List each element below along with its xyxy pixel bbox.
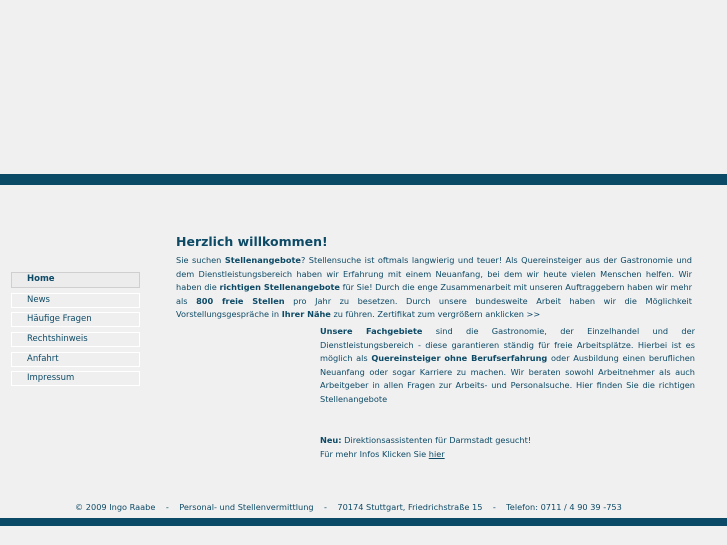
body-text: zu führen. Zertifikat zum vergrößern anklicken >> <box>330 309 541 320</box>
nav-item-faq[interactable]: Häufige Fragen <box>11 312 140 327</box>
sidebar-nav <box>11 272 140 391</box>
emphasis-text: Quereinsteiger ohne Berufserfahrung <box>371 353 548 364</box>
body-text: oder Ausbildung einen beruflichen Neuanfang oder sogar Karriere zu machen. Wir beraten sowohl Arbeitnehmer als auch Arbeitgeber in allen Fragen zur Arbeits- und Personalsuche. Hier finden Sie die richtigen Stellenangebote <box>320 353 695 404</box>
intro-paragraph <box>176 254 692 322</box>
nav-item-legal[interactable]: Rechtshinweis <box>11 332 140 347</box>
page-title: Herzlich willkommen! <box>176 234 328 249</box>
footer-text: © 2009 Ingo Raabe - Personal- und Stellenvermittlung - 70174 Stuttgart, Friedrichstraße 15 - Telefon: 0711 / 4 90 39 -753 <box>75 502 622 512</box>
footer-bar <box>0 518 727 526</box>
news-line <box>320 434 700 448</box>
news-prefix: Neu: <box>320 435 342 445</box>
body-text: sind die Gastronomie, der Einzelhandel und der Dienstleistungsbereich - diese garantieren ständig für freie Arbeitsplätze. Hierbei ist es möglich als <box>320 326 696 364</box>
news-more-line <box>320 448 700 462</box>
news-text: Direktionsassistenten für Darmstadt gesucht! <box>341 435 532 445</box>
expertise-paragraph <box>320 325 695 407</box>
nav-item-imprint[interactable]: Impressum <box>11 371 140 386</box>
emphasis-text: richtigen Stellenangebote <box>219 282 340 293</box>
nav-item-home[interactable]: Home <box>11 272 140 288</box>
emphasis-text: Stellenangebote <box>224 255 301 265</box>
news-box <box>320 434 700 461</box>
body-text: für Sie! Durch die enge Zusammenarbeit mit unseren Auftraggebern haben wir mehr als <box>176 282 692 306</box>
nav-item-news[interactable]: News <box>11 293 140 308</box>
emphasis-text: Unsere Fachgebiete <box>320 326 423 336</box>
emphasis-text: Ihrer Nähe <box>281 309 331 320</box>
news-more-link[interactable]: hier <box>428 448 445 459</box>
body-text: Sie suchen <box>176 255 225 265</box>
body-text: pro Jahr zu besetzen. Durch unsere bundesweite Arbeit haben wir die Möglichkeit Vorstellungsgespräche in <box>176 295 692 320</box>
header-bar <box>0 174 727 185</box>
emphasis-text: 800 freie Stellen <box>196 295 285 306</box>
body-text: ? Stellensuche ist oftmals langwierig und teuer! Als Quereinsteiger aus der Gastronomie und dem Dienstleistungsbereich haben wir Erfahrung mit einem Neuanfang, bei dem wir heute vielen Menschen helfen. Wir haben die <box>176 255 693 293</box>
nav-item-directions[interactable]: Anfahrt <box>11 352 140 367</box>
news-more-text: Für mehr Infos Klicken Sie <box>320 448 429 459</box>
